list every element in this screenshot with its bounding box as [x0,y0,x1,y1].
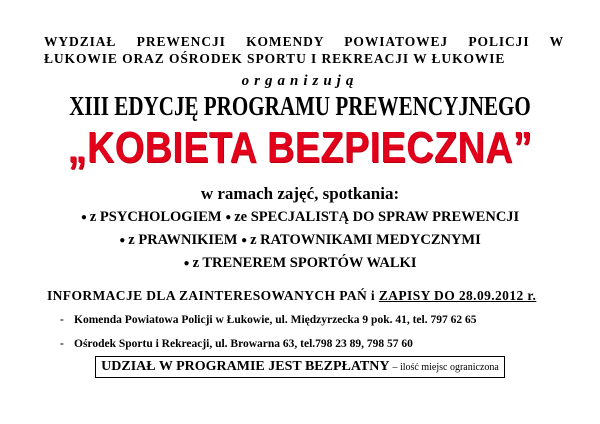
contact-sports-center [60,337,560,352]
meeting-paramedics: z RATOWNIKAMI MEDYCZNYMI [250,232,481,248]
free-notice-box [95,356,505,378]
program-title: „KOBIETA BEZPIECZNA” [67,123,533,172]
free-notice-main: UDZIAŁ W PROGRAMIE JEST BEZPŁATNY [101,359,389,374]
bullet-icon: ● [80,212,87,223]
meetings-intro: w ramach zajęć, spotkania: [200,184,400,203]
dash-marker: - [60,314,64,326]
contact-sports-center-text: Ośrodek Sportu i Rekreacji, ul. Browarna 63, tel.798 23 89, 798 57 60 [74,338,413,350]
meeting-psychologist: z PSYCHOLOGIEM [89,209,222,225]
bullet-icon: ● [183,258,190,269]
bullet-icon: ● [241,235,248,246]
bullet-icon: ● [119,235,126,246]
contact-police [60,313,560,328]
info-text: INFORMACJE DLA ZAINTERESOWANYCH PAŃ i [47,288,376,303]
registration-deadline: ZAPISY DO 28.09.2012 r. [378,288,537,303]
edition-heading: XIII EDYCJĘ PROGRAMU PREWENCYJNEGO [69,91,531,121]
bullet-icon: ● [225,212,232,223]
meetings-line-1 [0,208,600,227]
meetings-line-2 [0,231,600,250]
organizer-header-line-1: WYDZIAŁ PREWENCJI KOMENDY POWIATOWEJ POLICJI W [44,34,564,49]
meetings-line-3 [0,254,600,273]
organizes-label: organizują [241,73,359,89]
organizer-header-line-2: ŁUKOWIE ORAZ OŚRODEK SPORTU I REKREACJI W ŁUKOWIE [44,51,506,66]
meeting-lawyer: z PRAWNIKIEM [128,232,238,248]
info-line [47,287,567,304]
dash-marker: - [60,338,64,350]
meeting-martial-arts-trainer: z TRENEREM SPORTÓW WALKI [192,255,417,271]
free-notice-wrapper [0,356,600,378]
meeting-prevention-specialist: ze SPECJALISTĄ DO SPRAW PREWENCJI [234,209,520,225]
free-notice-note: – ilość miejsc ograniczona [392,362,499,373]
contact-police-text: Komenda Powiatowa Policji w Łukowie, ul. Międzyrzecka 9 pok. 41, tel. 797 62 65 [74,314,477,326]
organizer-header [44,33,564,67]
